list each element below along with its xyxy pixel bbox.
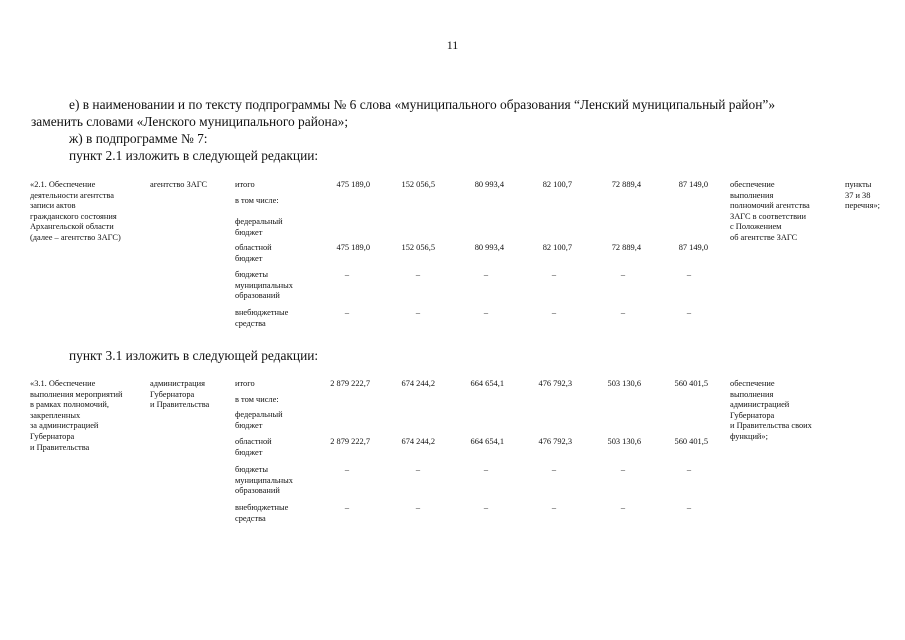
regional-value: 664 654,1	[470, 437, 504, 446]
municipal-value: –	[415, 270, 420, 279]
source-regional-label: областной бюджет	[235, 243, 272, 263]
municipal-value: –	[483, 465, 488, 474]
regional-value: 87 149,0	[678, 243, 708, 252]
total-value: 2 879 222,7	[330, 379, 370, 388]
total-value: 476 792,3	[538, 379, 572, 388]
offbudget-value: –	[686, 308, 691, 317]
paragraph-item-3-1-intro: пункт 3.1 изложить в следующей редакции:	[69, 348, 319, 363]
municipal-value: –	[415, 465, 420, 474]
municipal-value: –	[620, 270, 625, 279]
total-value: 152 056,5	[401, 180, 435, 189]
offbudget-value: –	[344, 308, 349, 317]
municipal-value: –	[483, 270, 488, 279]
offbudget-value: –	[620, 308, 625, 317]
municipal-value: –	[344, 270, 349, 279]
paragraph-zh: ж) в подпрограмме № 7:	[69, 131, 208, 146]
offbudget-value: –	[415, 308, 420, 317]
source-federal-label: федеральный бюджет	[235, 217, 283, 237]
paragraph-e: е) в наименовании и по тексту подпрограммы № 6 слова «муниципального образования “Ленский муниципальный район”»	[69, 97, 776, 112]
municipal-value: –	[620, 465, 625, 474]
source-offbudget-label: внебюджетные средства	[235, 503, 289, 523]
total-value: 503 130,6	[607, 379, 641, 388]
regional-value: 2 879 222,7	[330, 437, 370, 446]
regional-value: 503 130,6	[607, 437, 641, 446]
source-offbudget-label: внебюджетные средства	[235, 308, 289, 328]
row-name: «2.1. Обеспечение деятельности агентства записи актов гражданского состояния Архангельской области (далее – агентство ЗАГС)	[30, 180, 121, 242]
total-value: 80 993,4	[474, 180, 504, 189]
offbudget-value: –	[483, 308, 488, 317]
municipal-value: –	[686, 465, 691, 474]
paragraph-item-2-1-intro: пункт 2.1 изложить в следующей редакции:	[69, 148, 319, 163]
total-value: 475 189,0	[336, 180, 370, 189]
source-municipal-label: бюджеты муниципальных образований	[235, 465, 293, 496]
row-executor: агентство ЗАГС	[150, 180, 208, 189]
municipal-value: –	[686, 270, 691, 279]
total-value: 87 149,0	[678, 180, 708, 189]
total-value: 560 401,5	[674, 379, 708, 388]
paragraph-e-continued: заменить словами «Ленского муниципального района»;	[31, 114, 349, 129]
offbudget-value: –	[551, 503, 556, 512]
list-items-reference: пункты 37 и 38 перечня»;	[845, 180, 880, 211]
regional-value: 152 056,5	[401, 243, 435, 252]
regional-value: 674 244,2	[401, 437, 435, 446]
total-value: 674 244,2	[401, 379, 435, 388]
offbudget-value: –	[483, 503, 488, 512]
regional-value: 560 401,5	[674, 437, 708, 446]
source-municipal-label: бюджеты муниципальных образований	[235, 270, 293, 301]
municipal-value: –	[551, 270, 556, 279]
expected-result: обеспечение выполнения администрацией Губернатора и Правительства своих функций»;	[730, 379, 812, 441]
row-name: «3.1. Обеспечение выполнения мероприятий в рамках полномочий, закрепленных за администрацией Губернатора и Правительства	[30, 379, 123, 452]
source-regional-label: областной бюджет	[235, 437, 272, 457]
funding-sources	[235, 180, 315, 328]
offbudget-value: –	[344, 503, 349, 512]
source-incl-label: в том числе:	[235, 196, 279, 205]
total-value: 72 889,4	[611, 180, 641, 189]
funding-sources	[235, 379, 315, 523]
source-federal-label: федеральный бюджет	[235, 410, 283, 430]
regional-value: 82 100,7	[542, 243, 572, 252]
source-incl-label: в том числе:	[235, 395, 279, 404]
regional-value: 80 993,4	[474, 243, 504, 252]
total-value: 664 654,1	[470, 379, 504, 388]
source-total-label: итого	[235, 379, 255, 388]
row-executor: администрация Губернатора и Правительства	[150, 379, 210, 410]
regional-value: 476 792,3	[538, 437, 572, 446]
offbudget-value: –	[551, 308, 556, 317]
offbudget-value: –	[415, 503, 420, 512]
regional-value: 475 189,0	[336, 243, 370, 252]
municipal-value: –	[344, 465, 349, 474]
source-total-label: итого	[235, 180, 255, 189]
offbudget-value: –	[686, 503, 691, 512]
regional-value: 72 889,4	[611, 243, 641, 252]
page-number: 11	[446, 38, 459, 52]
municipal-value: –	[551, 465, 556, 474]
offbudget-value: –	[620, 503, 625, 512]
total-value: 82 100,7	[542, 180, 572, 189]
expected-result: обеспечение выполнения полномочий агентства ЗАГС в соответствии с Положением об агентстве ЗАГС	[730, 180, 810, 242]
